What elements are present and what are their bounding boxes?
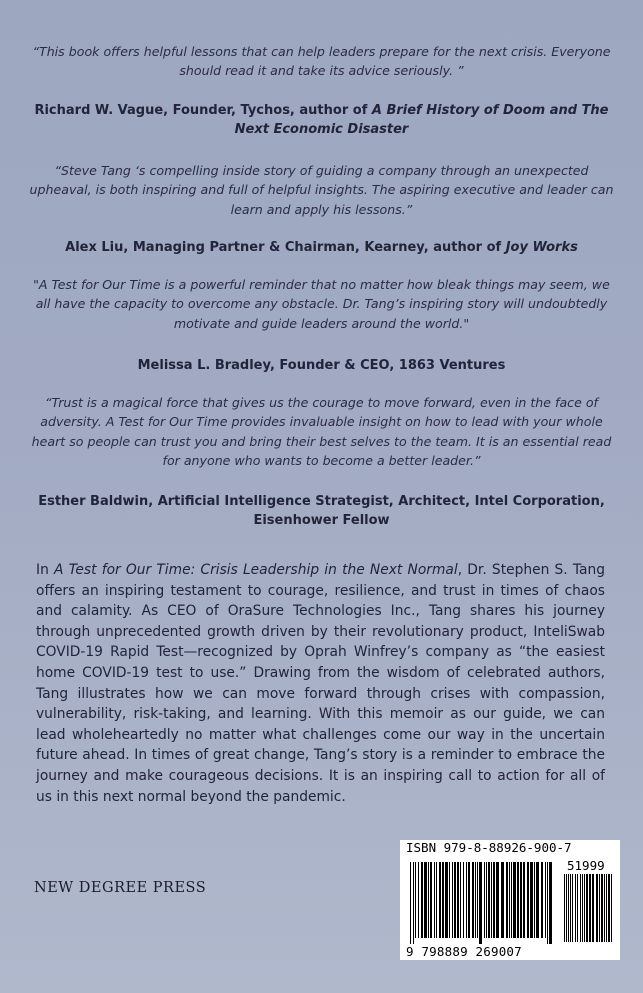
description-book-title: A Test for Our Time: Crisis Leadership in the Next Normal (54, 562, 458, 578)
attribution-text: Richard W. Vague, Founder, Tychos, author of (34, 103, 372, 118)
barcode-bars (400, 840, 620, 960)
endorsement-quote-2: “Steve Tang ‘s compelling inside story of guiding a company through an unexpected upheaval, is both inspiring and full of helpful insights. The aspiring executive and leader can learn and apply his lessons.” (29, 163, 614, 217)
description-text: , Dr. Stephen S. Tang offers an inspiring testament to courage, resilience, and trust in times of chaos and calamity. As CEO of OraSure Technologies Inc., Tang shares his journey through unprecedented growth driven by their revolutionary product, InteliSwab COVID-19 Rapid Test—recognized by Oprah Winfrey’s company as “the easiest home COVID-19 test to use.” Drawing from the wisdom of celebrated authors, Tang illustrates how we can move forward through crises with compassion, vulnerability, risk-taking, and learning. With this memoir as our guide, we can lead wholeheartedly no matter what challenges come our way in the uncertain future ahead. In times of great change, Tang’s story is a reminder to embrace the journey and make courageous decisions. It is an inspiring call to action for all of us in this next normal beyond the pandemic. (36, 562, 605, 805)
endorsement-attribution-1 (24, 101, 619, 139)
endorsement-attribution-2 (24, 238, 619, 257)
endorsement-attribution-3 (24, 356, 619, 375)
isbn-digits: 9 798889 269007 (406, 944, 522, 959)
quote-text: “Trust is a magical force that gives us the courage to move forward, even in the face of adversity. (40, 395, 598, 430)
book-description (36, 560, 605, 807)
price-code: 51999 (567, 858, 605, 873)
attribution-text: Esther Baldwin, Artificial Intelligence Strategist, Architect, Intel Corporation, Eisenhower Fellow (38, 494, 605, 528)
attribution-book-title: A Brief History of Doom and The Next Economic Disaster (234, 103, 609, 137)
isbn-barcode (400, 840, 620, 960)
quote-book-title: A Test for Our Time (105, 414, 228, 430)
endorsement-quote-1: “This book offers helpful lessons that can help leaders prepare for the next crisis. Everyone should read it and take its advice seriously. ” (32, 44, 611, 79)
endorsement-attribution-4 (24, 492, 619, 530)
attribution-book-title: Joy Works (505, 240, 578, 255)
description-text: In (36, 562, 55, 578)
isbn-label: ISBN 979-8-88926-900-7 (406, 840, 572, 855)
attribution-text: Melissa L. Bradley, Founder & CEO, 1863 Ventures (137, 358, 506, 373)
endorsement-quote-3: "A Test for Our Time is a powerful reminder that no matter how bleak things may seem, we all have the capacity to overcome any obstacle. Dr. Tang’s inspiring story will undoubtedly motivate and guide leaders around the world." (33, 277, 610, 331)
attribution-text: Alex Liu, Managing Partner & Chairman, Kearney, author of (65, 240, 506, 255)
quote-text: provides invaluable insight on how to lead with your whole heart so people can trust you and bring their best selves to the team. It is an essential read for anyone who wants to become a better leader.” (31, 414, 612, 468)
publisher-name: NEW DEGREE PRESS (34, 880, 207, 896)
endorsement-quote-4 (24, 393, 619, 470)
